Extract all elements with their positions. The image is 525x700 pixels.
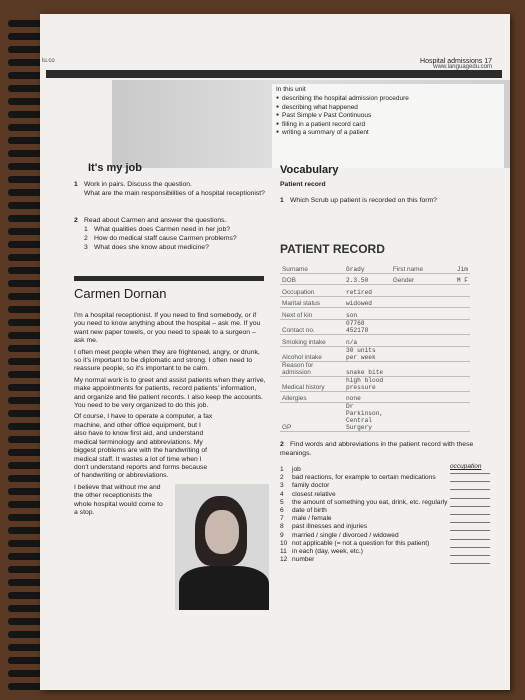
item-text: in each (day, week, etc.) [292,548,363,556]
patient-record-table [280,262,470,432]
article-paragraph: I'm a hospital receptionist. If you need to find somebody, or if you need to know anything about the hospital – ask me. If you want new paper towels, or you need to speak to a surgeon – ask me. [74,312,261,345]
item-text: job [292,466,301,473]
record-label [391,319,455,334]
item-number: 6 [280,507,284,515]
record-row [280,308,470,320]
record-value: son [344,308,391,320]
definition-item [280,474,490,482]
record-label: Occupation [280,285,344,297]
record-label: Medical history [280,376,344,391]
record-row [280,273,470,285]
record-label [391,361,455,376]
record-row [280,361,470,376]
article-paragraph: My normal work is to greet and assist patients when they arrive, make appointments for patients, record patients' information, and organize and file patient records. I also keep the accounts. You need to be very organized to do this job. [74,376,266,410]
its-my-job-title: It's my job [88,162,142,174]
item-number: 3 [280,482,284,490]
item-number: 8 [280,523,284,531]
header-url-right: www.languagedu.com [433,64,492,70]
record-row [280,296,470,308]
record-value: none [344,391,391,403]
record-value: Jim [455,262,470,273]
answer-line[interactable] [450,515,490,523]
answer-line[interactable] [450,474,490,482]
item-text: past illnesses and injuries [292,523,368,531]
record-label: Reason for admission [280,361,344,376]
record-value: M F [455,273,470,285]
vocabulary-subtitle: Patient record [280,181,326,188]
record-label [391,296,455,308]
record-value [455,376,470,391]
item-number: 10 [280,539,288,547]
unit-contents [272,84,504,168]
answer-line[interactable] [450,482,490,490]
item-text: bad reactions, for example to certain medications [292,474,436,482]
answer-line[interactable] [450,466,490,474]
definition-item [280,482,490,490]
record-value [455,346,470,361]
item-number: 11 [280,548,287,556]
record-label [391,334,455,346]
record-label: GP [280,403,344,432]
record-label: Next of kin [280,308,344,320]
record-label [391,285,455,297]
record-value: n/a [344,334,391,346]
record-value: retired [344,285,391,297]
definition-item [280,523,490,531]
record-row [280,285,470,297]
answer-line[interactable] [450,491,490,499]
record-value: Dr Parkinson, Central Surgery [344,403,391,432]
textbook-page [40,14,510,690]
job-question-2-sub: 3 What does she know about medicine? [84,244,209,251]
unit-item: ● writing a summary of a patient [276,129,504,138]
record-row [280,403,470,432]
answer-line[interactable] [450,532,490,540]
record-label: Contact no. [280,319,344,334]
answer-line[interactable] [450,548,490,556]
answer-line[interactable] [450,499,490,507]
occupation-example: occupation [450,463,482,470]
definitions-list [280,466,490,564]
record-row [280,391,470,403]
running-title: Hospital admissions 17 [420,58,492,65]
header-url-left: lu.co [42,58,55,64]
job-question-1: 1 Work in pairs. Discuss the question. What are the main responsibilities of a hospital receptionist? [74,180,274,198]
definition-item [280,507,490,515]
record-value: 2.3.50 [344,273,391,285]
item-text: date of birth [292,507,327,515]
definition-item [280,491,490,499]
item-text: male / female [292,515,332,523]
job-question-2-sub: 1 What qualities does Carmen need in her job? [84,226,231,233]
record-label: DOB [280,273,344,285]
article-paragraph: Of course, I have to operate a computer, a fax machine, and other office equipment, but I also have to know first aid, and understand medical terminology and abbreviations. My biggest problems are with the handwriting of medical staff. It wastes a lot of time when I don't understand reports and forms because of handwriting or abbreviations. [74,413,213,480]
definition-item [280,548,490,556]
record-label [391,346,455,361]
item-number: 5 [280,498,284,506]
definition-item [280,556,490,564]
record-value [455,285,470,297]
definition-item [280,515,490,523]
record-value: snake bite [344,361,391,376]
item-text: married / single / divorced / widowed [292,531,399,539]
article-paragraph: I believe that without me and the other receptionists the whole hospital would come to a stop. [74,483,163,516]
record-label [391,391,455,403]
answer-line[interactable] [450,540,490,548]
answer-line[interactable] [450,556,490,564]
job-question-2-sub: 2 How do medical staff cause Carmen problems? [84,235,237,242]
record-value [455,403,470,432]
record-label: Marital status [280,296,344,308]
carmen-name-heading: Carmen Dornan [74,276,264,312]
record-value [455,391,470,403]
record-value [455,296,470,308]
item-number: 12 [280,556,288,564]
item-number: 4 [280,490,284,498]
record-row [280,319,470,334]
definition-item [280,532,490,540]
item-text: the amount of something you eat, drink, etc. regularly [292,498,448,506]
record-label [391,403,455,432]
record-label: Allergies [280,391,344,403]
record-label: First name [391,262,455,273]
record-label: Gender [391,273,455,285]
record-value: Grady [344,262,391,273]
record-row [280,376,470,391]
unit-item: ● describing what happened [276,104,504,113]
vocab-question-1: 1 Which Scrub up patient is recorded on this form? [280,197,437,204]
record-value: 30 units per week [344,346,391,361]
item-number: 9 [280,531,284,539]
item-number: 1 [280,466,284,473]
answer-line[interactable] [450,507,490,515]
record-label: Alcohol intake [280,346,344,361]
answer-line[interactable] [450,523,490,531]
record-label [391,308,455,320]
definition-item [280,466,490,474]
unit-item: ● filling in a patient record card [276,121,504,130]
record-value: 07768 452178 [344,319,391,334]
article-paragraph: I often meet people when they are frightened, angry, or drunk, so it's important to be diplomatic and strong. I often need to reassure people, so it's important to be calm. [74,348,260,373]
record-row [280,334,470,346]
record-value [455,361,470,376]
record-value [455,319,470,334]
record-label: Smoking intake [280,334,344,346]
unit-title: In this unit [276,86,306,93]
record-value: widowed [344,296,391,308]
header-bar [46,70,502,78]
job-question-1-sub: What are the main responsibilities of a hospital receptionist? [84,190,265,197]
vocab-question-2: 2 Find words and abbreviations in the patient record with these meanings. [280,441,474,457]
record-value [455,308,470,320]
patient-record-title: PATIENT RECORD [280,242,385,256]
record-row [280,262,470,273]
item-text: family doctor [292,482,330,490]
item-number: 7 [280,515,284,523]
unit-item: ● Past Simple v Past Continuous [276,112,504,121]
item-text: number [292,556,315,564]
job-question-2: 2 Read about Carmen and answer the questions. 1 What qualities does Carmen need in her job? 2 How do medical staff cause Carmen problems? 3 What does she know about medicine? [74,216,274,252]
record-value: high blood pressure [344,376,391,391]
item-number: 2 [280,474,284,482]
item-text: closest relative [292,490,336,498]
definition-item [280,540,490,548]
carmen-photo [175,484,269,610]
record-label [391,376,455,391]
item-text: not applicable (= not a question for this patient) [292,539,430,547]
vocabulary-title: Vocabulary [280,164,339,176]
record-label: Surname [280,262,344,273]
unit-item: ● describing the hospital admission procedure [276,95,504,104]
record-row [280,346,470,361]
definition-item [280,499,490,507]
record-value [455,334,470,346]
